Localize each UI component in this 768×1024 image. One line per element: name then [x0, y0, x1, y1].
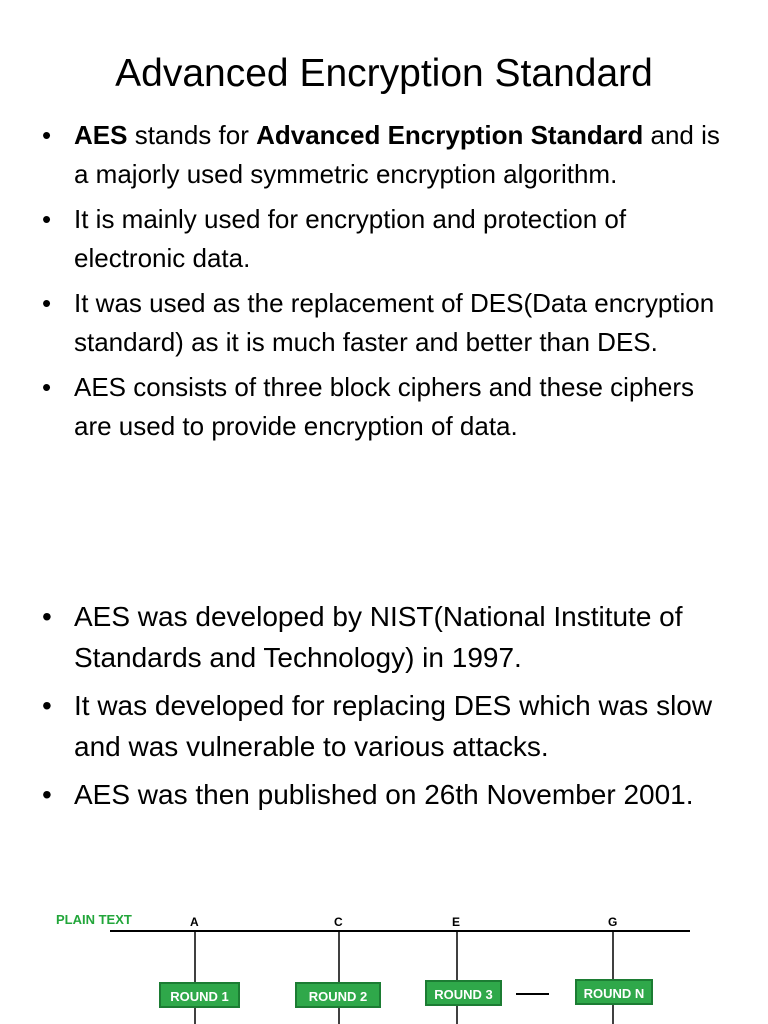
bullet-dot: •: [42, 779, 52, 810]
bullet-item: [40, 368, 720, 446]
bullet-item: [40, 200, 720, 278]
column-label-e: E: [452, 915, 461, 929]
bold-text: Advanced Encryption Standard: [256, 120, 644, 150]
column-label-a: A: [190, 915, 199, 929]
bullet-text: AES consists of three block ciphers and these ciphers are used to provide encryption of data.: [74, 372, 694, 441]
bullet-text: It was used as the replacement of DES(Data encryption standard) as it is much faster and better than DES.: [74, 288, 715, 357]
bullet-dot: •: [42, 601, 52, 632]
bullet-item: [40, 116, 720, 194]
round-2-box: ROUND 2: [295, 982, 381, 1008]
bullet-text: AES was then published on 26th November 2001.: [74, 779, 694, 810]
bullet-item: [40, 596, 720, 678]
bullet-text: AES was developed by NIST(National Institute of Standards and Technology) in 1997.: [74, 601, 683, 673]
bullet-text: It was developed for replacing DES which was slow and was vulnerable to various attacks.: [74, 690, 713, 762]
bullet-dot: •: [42, 120, 52, 150]
round-n-box: ROUND N: [575, 979, 653, 1005]
bullet-text: stands for: [127, 120, 257, 150]
bullet-dot: •: [42, 690, 52, 721]
plain-text-label: PLAIN TEXT: [56, 912, 132, 927]
round-3-box: ROUND 3: [425, 980, 502, 1006]
bullet-dot: •: [42, 372, 52, 402]
column-label-c: C: [334, 915, 343, 929]
column-label-g: G: [608, 915, 618, 929]
bullet-text: and is a majorly used symmetric encryption algorithm.: [74, 120, 720, 189]
slide-title: Advanced Encryption Standard: [115, 52, 653, 95]
bullet-dot: •: [42, 288, 52, 318]
bullet-item: [40, 284, 720, 362]
bullet-item: [40, 685, 720, 767]
bullet-list-bottom: [40, 596, 720, 822]
bullet-text: It is mainly used for encryption and protection of electronic data.: [74, 204, 627, 273]
bullet-list-top: [40, 116, 720, 452]
bullet-item: [40, 774, 720, 815]
aes-rounds-diagram: [0, 900, 768, 1024]
bold-text: AES: [74, 120, 128, 150]
bullet-dot: •: [42, 204, 52, 234]
round-1-box: ROUND 1: [159, 982, 240, 1008]
